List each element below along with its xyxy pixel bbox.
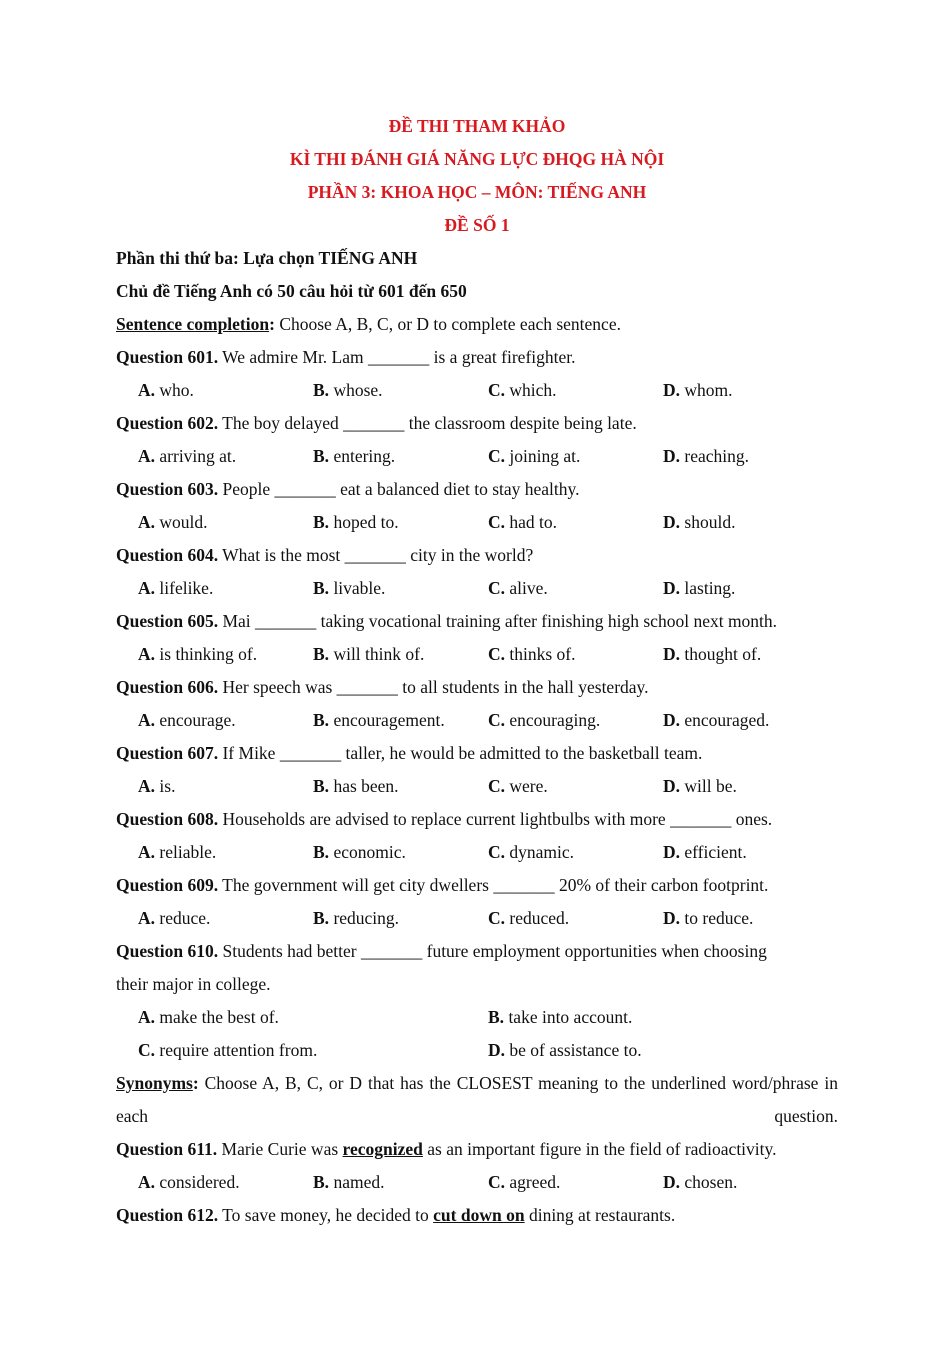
document-page bbox=[116, 110, 838, 1232]
header-line-4: ĐỀ SỐ 1 bbox=[444, 215, 510, 235]
question-text: People _______ eat a balanced diet to stay healthy. bbox=[218, 479, 580, 499]
option-c[interactable]: C. joining at. bbox=[488, 446, 581, 466]
options-row bbox=[116, 1034, 838, 1067]
question-text: What is the most _______ city in the world? bbox=[218, 545, 534, 565]
option-a[interactable]: A. make the best of. bbox=[138, 1007, 279, 1027]
exam-header bbox=[116, 110, 838, 242]
option-d[interactable]: D. efficient. bbox=[663, 842, 747, 862]
option-d[interactable]: D. reaching. bbox=[663, 446, 750, 466]
option-c[interactable]: C. had to. bbox=[488, 512, 558, 532]
section-colon: : bbox=[269, 314, 275, 334]
part-title: Phần thi thứ ba: Lựa chọn TIẾNG ANH bbox=[116, 248, 418, 268]
option-c[interactable]: C. thinks of. bbox=[488, 644, 576, 664]
section-synonyms bbox=[116, 1067, 838, 1133]
options-row bbox=[116, 1001, 838, 1034]
option-a[interactable]: A. is thinking of. bbox=[138, 644, 258, 664]
questions-list bbox=[116, 341, 838, 935]
options-row bbox=[116, 1166, 838, 1199]
question-item bbox=[116, 473, 838, 506]
underlined-phrase: cut down on bbox=[433, 1205, 525, 1225]
question-text: The boy delayed _______ the classroom despite being late. bbox=[218, 413, 637, 433]
option-d[interactable]: D. encouraged. bbox=[663, 710, 770, 730]
question-item bbox=[116, 341, 838, 374]
question-label: Question 608. bbox=[116, 809, 219, 829]
question-label: Question 604. bbox=[116, 545, 219, 565]
option-b[interactable]: B. livable. bbox=[313, 578, 386, 598]
option-d[interactable]: D. whom. bbox=[663, 380, 733, 400]
question-item bbox=[116, 671, 838, 704]
option-d[interactable]: D. to reduce. bbox=[663, 908, 754, 928]
question-610-continued: their major in college. bbox=[116, 974, 271, 994]
option-d[interactable]: D. will be. bbox=[663, 776, 737, 796]
option-b[interactable]: B. economic. bbox=[313, 842, 406, 862]
option-d[interactable]: D. should. bbox=[663, 512, 736, 532]
question-label: Question 603. bbox=[116, 479, 219, 499]
options-row bbox=[116, 506, 838, 539]
option-b[interactable]: B. encouragement. bbox=[313, 710, 445, 730]
option-b[interactable]: B. will think of. bbox=[313, 644, 425, 664]
section-instruction: Choose A, B, C, or D that has the CLOSEST meaning to the underlined word/phrase in each question. bbox=[116, 1073, 838, 1126]
option-c[interactable]: C. encouraging. bbox=[488, 710, 601, 730]
options-row bbox=[116, 770, 838, 803]
question-text: If Mike _______ taller, he would be admitted to the basketball team. bbox=[218, 743, 703, 763]
question-item bbox=[116, 605, 838, 638]
option-b[interactable]: B. hoped to. bbox=[313, 512, 399, 532]
question-611: Question 611. Marie Curie was recognized as an important figure in the field of radioactivity. bbox=[116, 1139, 777, 1159]
option-c[interactable]: C. alive. bbox=[488, 578, 548, 598]
question-612: Question 612. To save money, he decided to cut down on dining at restaurants. bbox=[116, 1205, 676, 1225]
option-c[interactable]: C. dynamic. bbox=[488, 842, 575, 862]
options-row bbox=[116, 704, 838, 737]
option-d[interactable]: D. thought of. bbox=[663, 644, 762, 664]
question-text: Students had better _______ future employment opportunities when choosing bbox=[218, 941, 767, 961]
topic-title: Chủ đề Tiếng Anh có 50 câu hỏi từ 601 đến 650 bbox=[116, 281, 467, 301]
question-text: Mai _______ taking vocational training after finishing high school next month. bbox=[218, 611, 778, 631]
option-a[interactable]: A. considered. bbox=[138, 1172, 240, 1192]
option-a[interactable]: A. encourage. bbox=[138, 710, 236, 730]
section-instruction: Choose A, B, C, or D to complete each sentence. bbox=[274, 314, 621, 334]
section-title: Synonyms bbox=[116, 1073, 193, 1093]
underlined-word: recognized bbox=[342, 1139, 423, 1159]
question-item bbox=[116, 737, 838, 770]
option-c[interactable]: C. require attention from. bbox=[138, 1040, 318, 1060]
option-c[interactable]: C. reduced. bbox=[488, 908, 570, 928]
question-label: Question 602. bbox=[116, 413, 219, 433]
option-c[interactable]: C. agreed. bbox=[488, 1172, 561, 1192]
question-text: The government will get city dwellers _______ 20% of their carbon footprint. bbox=[218, 875, 769, 895]
question-label: Question 601. bbox=[116, 347, 219, 367]
header-line-3: PHẦN 3: KHOA HỌC – MÔN: TIẾNG ANH bbox=[307, 182, 647, 202]
option-c[interactable]: C. which. bbox=[488, 380, 557, 400]
option-d[interactable]: D. be of assistance to. bbox=[488, 1040, 642, 1060]
option-c[interactable]: C. were. bbox=[488, 776, 548, 796]
option-b[interactable]: B. has been. bbox=[313, 776, 399, 796]
options-row bbox=[116, 902, 838, 935]
question-item bbox=[116, 407, 838, 440]
option-a[interactable]: A. lifelike. bbox=[138, 578, 214, 598]
option-d[interactable]: D. chosen. bbox=[663, 1172, 738, 1192]
header-line-2: KÌ THI ĐÁNH GIÁ NĂNG LỰC ĐHQG HÀ NỘI bbox=[289, 149, 665, 169]
options-row bbox=[116, 374, 838, 407]
options-row bbox=[116, 440, 838, 473]
question-item bbox=[116, 869, 838, 902]
option-b[interactable]: B. named. bbox=[313, 1172, 385, 1192]
options-row bbox=[116, 836, 838, 869]
question-label: Question 606. bbox=[116, 677, 219, 697]
option-a[interactable]: A. reduce. bbox=[138, 908, 211, 928]
option-a[interactable]: A. reliable. bbox=[138, 842, 217, 862]
option-b[interactable]: B. entering. bbox=[313, 446, 396, 466]
option-b[interactable]: B. reducing. bbox=[313, 908, 400, 928]
option-a[interactable]: A. who. bbox=[138, 380, 194, 400]
question-label: Question 605. bbox=[116, 611, 219, 631]
question-label: Question 612. bbox=[116, 1205, 219, 1225]
question-item bbox=[116, 803, 838, 836]
question-610 bbox=[116, 935, 838, 968]
question-label: Question 610. bbox=[116, 941, 219, 961]
option-a[interactable]: A. arriving at. bbox=[138, 446, 237, 466]
section-title: Sentence completion bbox=[116, 314, 270, 334]
question-label: Question 609. bbox=[116, 875, 219, 895]
question-label: Question 607. bbox=[116, 743, 219, 763]
question-text: Households are advised to replace current lightbulbs with more _______ ones. bbox=[218, 809, 773, 829]
question-item bbox=[116, 539, 838, 572]
section-colon: : bbox=[192, 1073, 199, 1093]
option-a[interactable]: A. is. bbox=[138, 776, 176, 796]
question-text: We admire Mr. Lam _______ is a great firefighter. bbox=[218, 347, 576, 367]
option-a[interactable]: A. would. bbox=[138, 512, 208, 532]
options-row bbox=[116, 572, 838, 605]
option-d[interactable]: D. lasting. bbox=[663, 578, 736, 598]
question-text: Her speech was _______ to all students in the hall yesterday. bbox=[218, 677, 649, 697]
header-line-1: ĐỀ THI THAM KHẢO bbox=[388, 116, 566, 136]
option-b[interactable]: B. take into account. bbox=[488, 1007, 633, 1027]
section-sentence-completion bbox=[116, 308, 838, 341]
option-b[interactable]: B. whose. bbox=[313, 380, 383, 400]
options-row bbox=[116, 638, 838, 671]
question-label: Question 611. bbox=[116, 1139, 218, 1159]
